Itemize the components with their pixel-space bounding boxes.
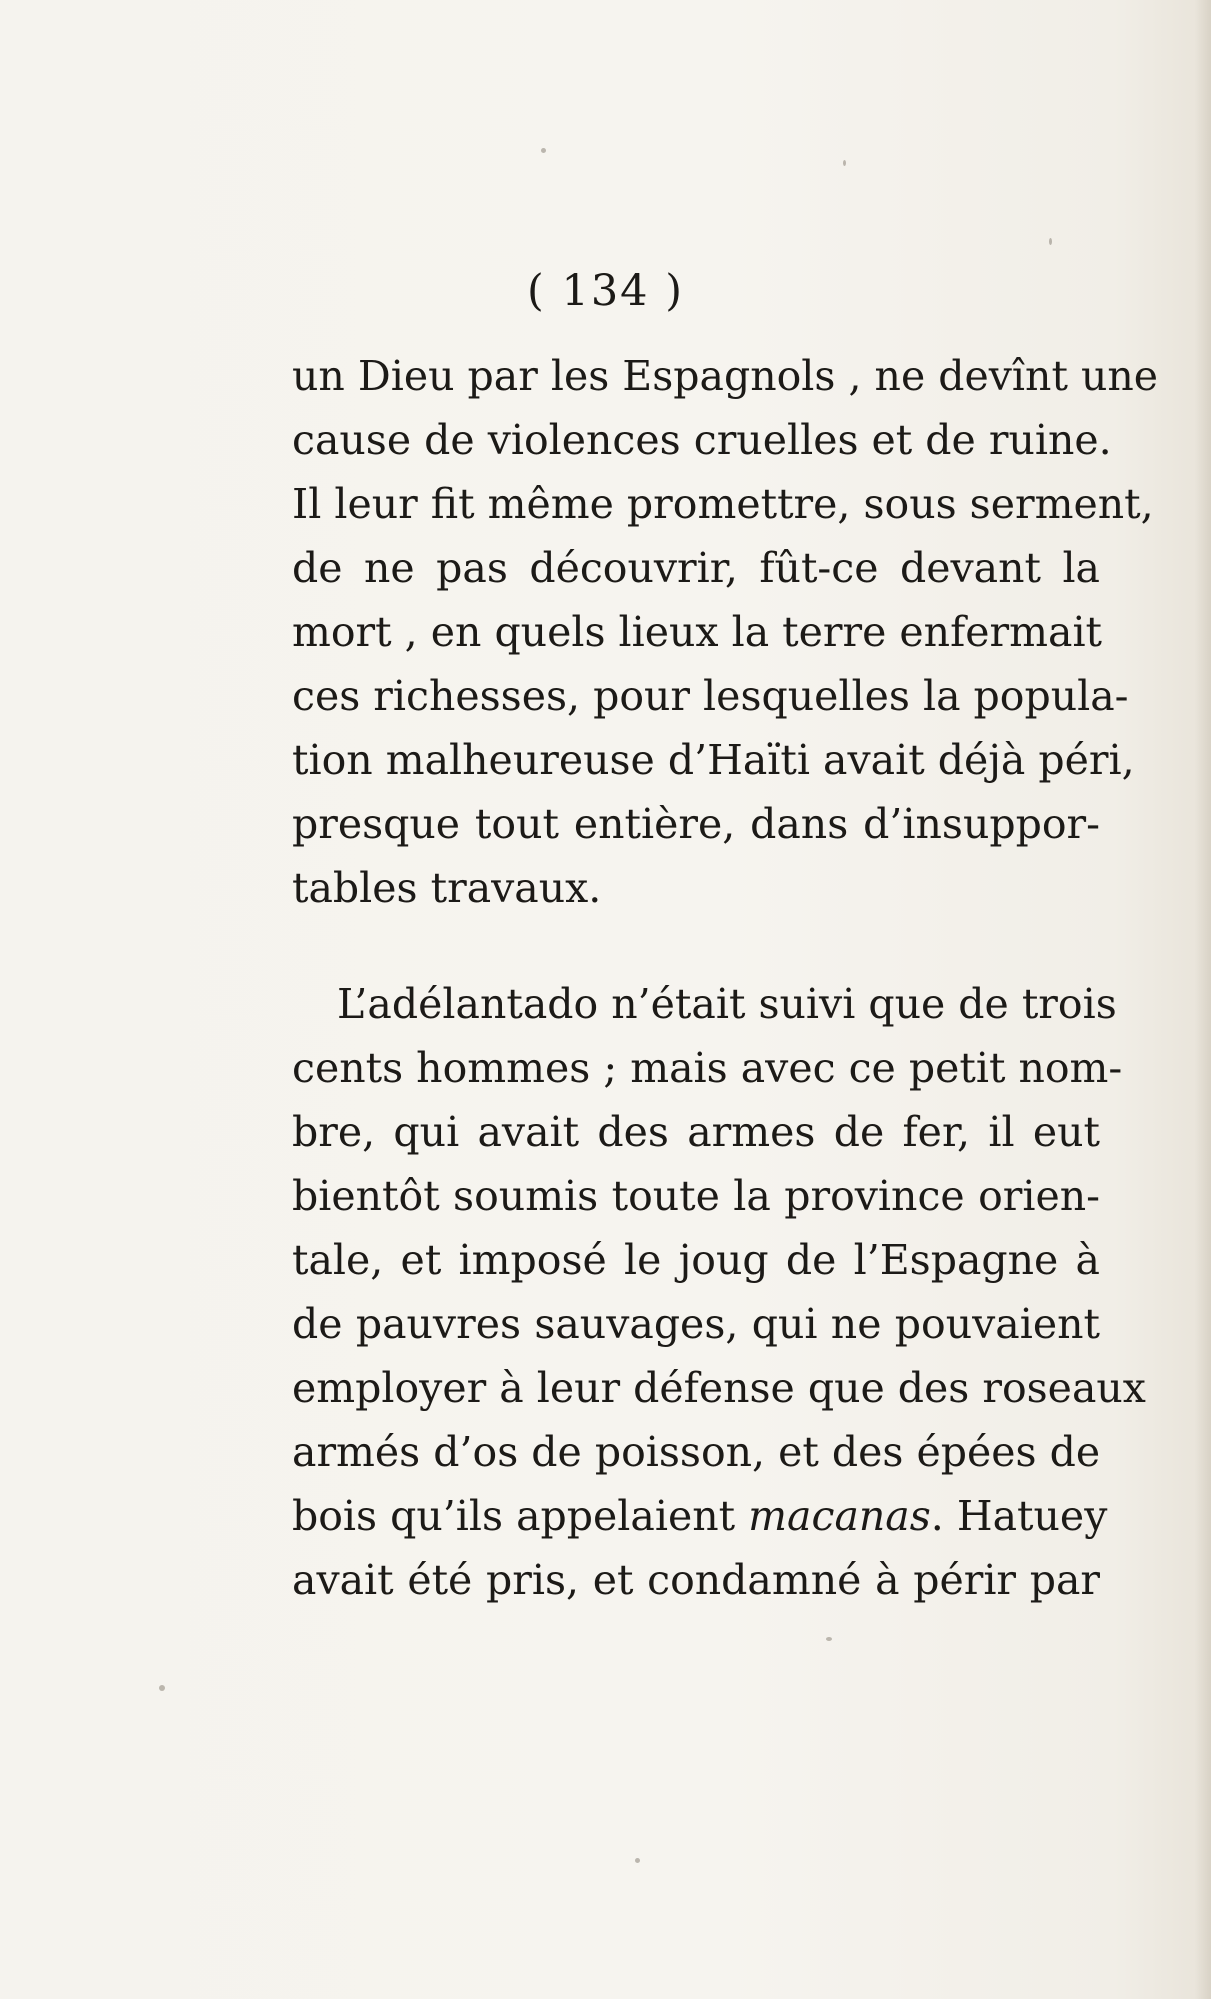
text-line: tale, et imposé le joug de l’Espagne à [292,1236,1100,1284]
paper-speck [159,1685,165,1691]
text-line: de pauvres sauvages, qui ne pouvaient [292,1300,1100,1348]
paper-speck [826,1637,832,1641]
text-line: presque tout entière, dans d’insuppor- [292,800,1100,848]
paragraph-gap [292,920,1100,972]
text-line: bientôt soumis toute la province orien- [292,1172,1100,1220]
italic-word: macanas [748,1492,931,1540]
text-line: armés d’os de poisson, et des épées de [292,1428,1101,1476]
text-line: de ne pas découvrir, fût-ce devant la [292,544,1100,592]
text-line: cause de violences cruelles et de ruine. [292,416,1112,464]
body-text [292,344,1159,1612]
text-line: employer à leur défense que des roseaux [292,1364,1146,1412]
text-line: tion malheureuse d’Haïti avait déjà péri, [292,736,1135,784]
paragraph-2 [292,972,1146,1612]
paper-speck [843,160,846,166]
text-line: Il leur fit même promettre, sous serment, [292,480,1154,528]
text-line: mort , en quels lieux la terre enfermait [292,608,1103,656]
paper-speck [1049,238,1052,245]
text-line-with-italic [292,1484,1108,1548]
text-line: avait été pris, et condamné à périr par [292,1556,1100,1604]
text-line: ces richesses, pour lesquelles la popula- [292,672,1129,720]
text-line: tables travaux. [292,864,602,912]
text-line: un Dieu par les Espagnols , ne devînt une [292,352,1159,400]
paragraph-1 [292,344,1159,920]
paper-speck [541,148,546,153]
text-line: bre, qui avait des armes de fer, il eut [292,1108,1100,1156]
page-number: ( 134 ) [527,266,684,316]
text-line: cents hommes ; mais avec ce petit nom- [292,1044,1123,1092]
text-segment: bois qu’ils appelaient [292,1492,749,1540]
paper-speck [635,1858,640,1863]
text-line: L’adélantado n’était suivi que de trois [337,980,1117,1028]
text-segment: . Hatuey [930,1492,1108,1540]
